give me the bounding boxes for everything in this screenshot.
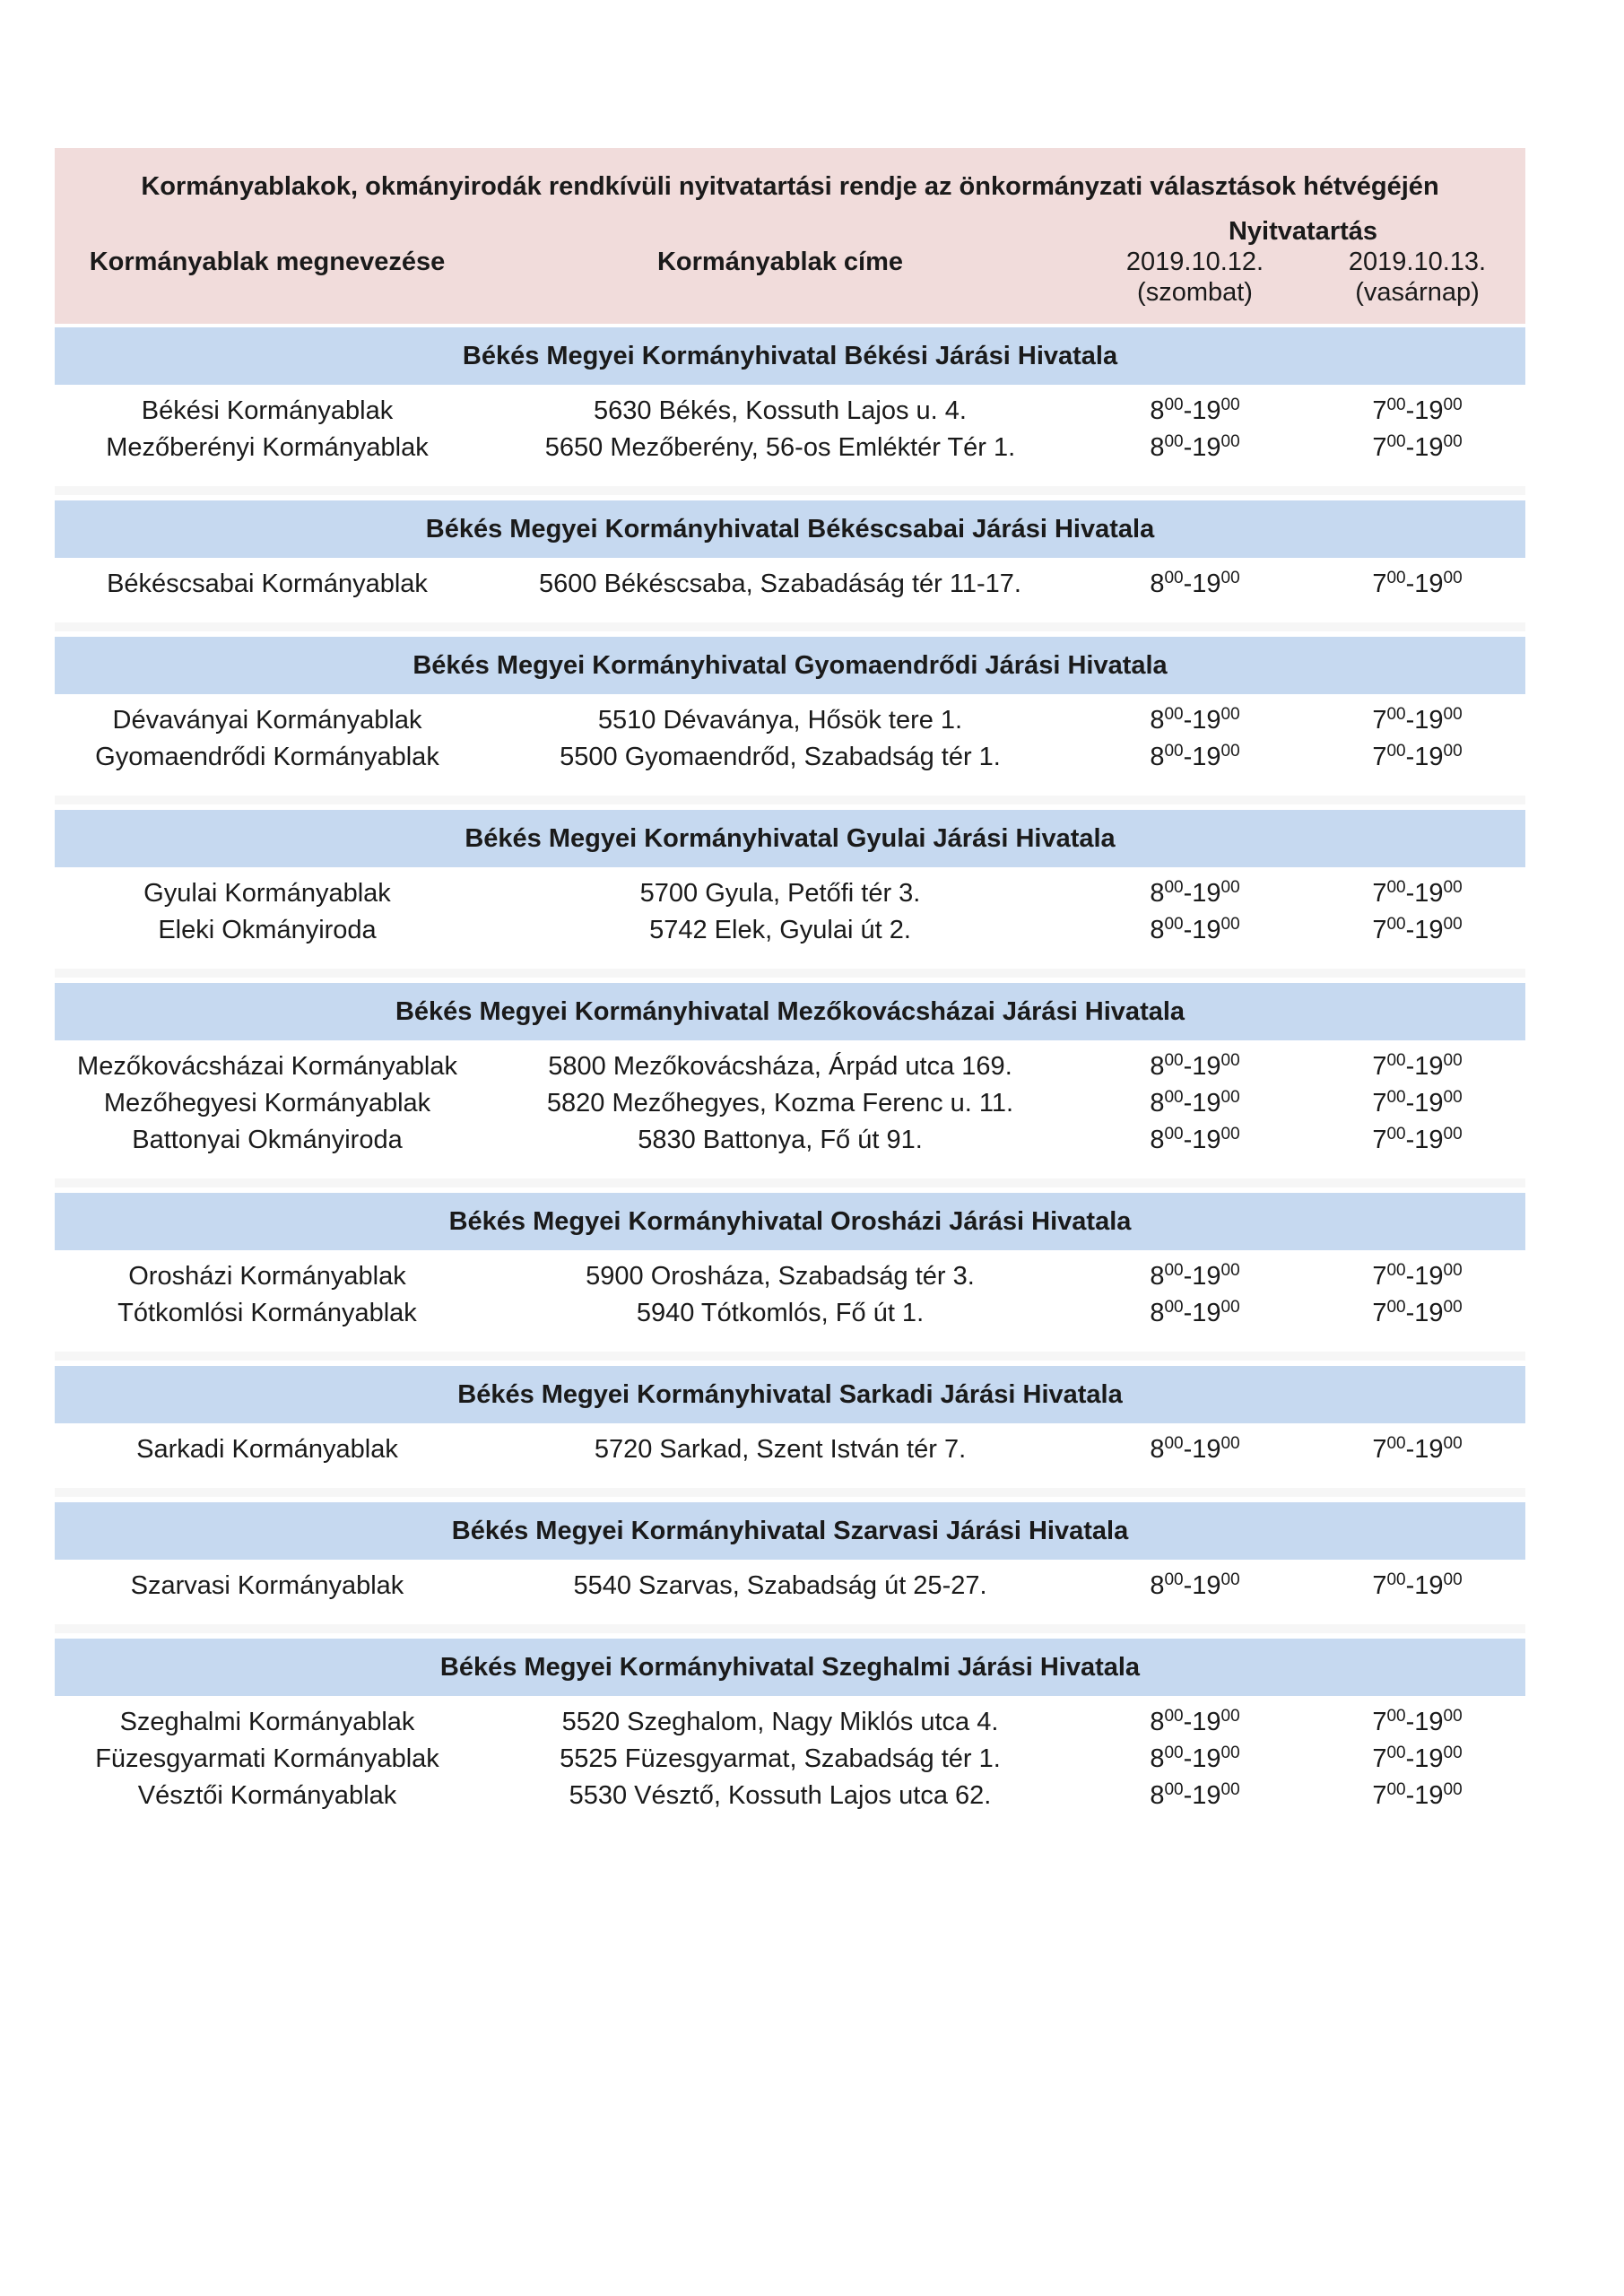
saturday-hours: $8^{00}-19^{00}$ [1150,1707,1240,1736]
district-section [55,486,1525,603]
section-rows [55,1423,1525,1468]
section-rows [55,867,1525,949]
hours-superscript: 00 [1164,1744,1184,1762]
hours-superscript: 00 [1220,396,1240,414]
office-address: 5800 Mezőkovácsháza, Árpád utca 169. [548,1052,1012,1081]
hours-superscript: 00 [1443,432,1463,451]
office-row [55,1778,1525,1814]
saturday-hours: $8^{00}-19^{00}$ [1150,1051,1240,1081]
column-header-sunday-date: 2019.10.13. [1348,248,1487,276]
section-rows [55,1040,1525,1159]
district-section [55,1178,1525,1332]
office-row [55,1431,1525,1468]
hours-superscript: 00 [1164,1125,1184,1144]
sunday-hours: $7^{00}-19^{00}$ [1372,705,1463,735]
saturday-hours: $8^{00}-19^{00}$ [1150,1298,1240,1327]
sunday-hours: $7^{00}-19^{00}$ [1372,1570,1463,1600]
hours-superscript: 00 [1386,1744,1406,1762]
hours-superscript: 00 [1220,1434,1240,1453]
office-name: Mezőberényi Kormányablak [106,433,429,462]
section-divider [55,1624,1525,1633]
district-section [55,796,1525,949]
office-row [55,739,1525,776]
hours-superscript: 00 [1443,396,1463,414]
office-row [55,1048,1525,1085]
section-divider [55,622,1525,631]
hours-superscript: 00 [1164,878,1184,897]
hours-superscript: 00 [1220,1570,1240,1589]
hours-superscript: 00 [1220,742,1240,761]
section-header: Békés Megyei Kormányhivatal Szeghalmi Járási Hivatala [55,1639,1525,1696]
section-rows [55,1250,1525,1332]
saturday-hours: $8^{00}-19^{00}$ [1150,705,1240,735]
hours-superscript: 00 [1220,1298,1240,1317]
hours-superscript: 00 [1443,1261,1463,1280]
column-headers-subrow [55,277,1525,308]
section-header: Békés Megyei Kormányhivatal Sarkadi Járási Hivatala [55,1366,1525,1423]
office-address: 5720 Sarkad, Szent István tér 7. [594,1435,967,1464]
hours-superscript: 00 [1220,432,1240,451]
hours-superscript: 00 [1386,915,1406,934]
hours-superscript: 00 [1220,1088,1240,1107]
hours-superscript: 00 [1220,1780,1240,1799]
hours-superscript: 00 [1443,1434,1463,1453]
office-address: 5900 Orosháza, Szabadság tér 3. [586,1262,975,1291]
sunday-hours: $7^{00}-19^{00}$ [1372,1088,1463,1118]
hours-superscript: 00 [1164,1261,1184,1280]
hours-superscript: 00 [1220,1261,1240,1280]
office-address: 5530 Vésztő, Kossuth Lajos utca 62. [569,1781,992,1810]
district-section [55,1624,1525,1814]
section-divider [55,486,1525,495]
office-address: 5650 Mezőberény, 56-os Emléktér Tér 1. [544,433,1016,462]
sections-container [55,327,1525,1814]
office-row [55,1295,1525,1332]
hours-superscript: 00 [1443,1298,1463,1317]
saturday-hours: $8^{00}-19^{00}$ [1150,1088,1240,1118]
opening-hours-group-header: Nyitvatartás [1228,217,1378,246]
office-name: Szeghalmi Kormányablak [119,1708,415,1736]
sunday-hours: $7^{00}-19^{00}$ [1372,432,1463,462]
hours-superscript: 00 [1443,1707,1463,1726]
section-header: Békés Megyei Kormányhivatal Mezőkovácsházai Járási Hivatala [55,983,1525,1040]
office-name: Mezőhegyesi Kormányablak [103,1089,431,1118]
saturday-hours: $8^{00}-19^{00}$ [1150,432,1240,462]
office-name: Tótkomlósi Kormányablak [117,1299,417,1327]
sunday-hours: $7^{00}-19^{00}$ [1372,1744,1463,1773]
hours-superscript: 00 [1443,1125,1463,1144]
hours-superscript: 00 [1443,915,1463,934]
office-address: 5540 Szarvas, Szabadság út 25-27. [573,1571,987,1600]
office-address: 5510 Dévaványa, Hősök tere 1. [597,706,963,735]
office-name: Gyomaendrődi Kormányablak [95,743,439,771]
office-name: Orosházi Kormányablak [128,1262,406,1291]
office-address: 5600 Békéscsaba, Szabadáság tér 11-17. [539,570,1021,598]
office-row [55,1568,1525,1605]
office-address: 5830 Battonya, Fő út 91. [638,1126,923,1154]
column-headers-row [55,247,1525,277]
table-header-block [55,148,1525,324]
sunday-hours: $7^{00}-19^{00}$ [1372,396,1463,425]
saturday-hours: $8^{00}-19^{00}$ [1150,569,1240,598]
column-header-saturday-date: 2019.10.12. [1125,248,1264,276]
section-divider [55,1352,1525,1361]
sunday-hours: $7^{00}-19^{00}$ [1372,569,1463,598]
section-divider [55,1488,1525,1497]
section-rows [55,1560,1525,1605]
section-divider [55,969,1525,978]
hours-superscript: 00 [1164,1434,1184,1453]
hours-superscript: 00 [1220,1125,1240,1144]
saturday-hours: $8^{00}-19^{00}$ [1150,1744,1240,1773]
office-name: Mezőkovácsházai Kormányablak [77,1052,457,1081]
hours-superscript: 00 [1386,1298,1406,1317]
section-header: Békés Megyei Kormányhivatal Gyulai Járási Hivatala [55,810,1525,867]
office-row [55,702,1525,739]
office-row [55,875,1525,912]
opening-hours-group-row [55,216,1525,247]
hours-superscript: 00 [1164,1707,1184,1726]
saturday-hours: $8^{00}-19^{00}$ [1150,396,1240,425]
sunday-hours: $7^{00}-19^{00}$ [1372,878,1463,908]
section-header: Békés Megyei Kormányhivatal Békéscsabai Járási Hivatala [55,500,1525,558]
hours-superscript: 00 [1386,1434,1406,1453]
district-section [55,969,1525,1159]
hours-superscript: 00 [1220,1707,1240,1726]
sunday-hours: $7^{00}-19^{00}$ [1372,1434,1463,1464]
hours-superscript: 00 [1164,396,1184,414]
section-header: Békés Megyei Kormányhivatal Szarvasi Járási Hivatala [55,1502,1525,1560]
office-name: Füzesgyarmati Kormányablak [95,1744,439,1773]
hours-superscript: 00 [1220,878,1240,897]
office-row [55,1085,1525,1122]
hours-superscript: 00 [1386,1570,1406,1589]
office-name: Szarvasi Kormányablak [130,1571,404,1600]
office-address: 5630 Békés, Kossuth Lajos u. 4. [594,396,967,425]
hours-superscript: 00 [1443,878,1463,897]
office-address: 5820 Mezőhegyes, Kozma Ferenc u. 11. [546,1089,1014,1118]
office-row [55,1741,1525,1778]
saturday-hours: $8^{00}-19^{00}$ [1150,1434,1240,1464]
office-name: Sarkadi Kormányablak [136,1435,398,1464]
hours-superscript: 00 [1164,915,1184,934]
office-address: 5700 Gyula, Petőfi tér 3. [639,879,921,908]
office-name: Battonyai Okmányiroda [132,1126,403,1154]
sunday-hours: $7^{00}-19^{00}$ [1372,1125,1463,1154]
district-section [55,327,1525,466]
hours-superscript: 00 [1164,1051,1184,1070]
sunday-hours: $7^{00}-19^{00}$ [1372,1051,1463,1081]
hours-superscript: 00 [1164,1780,1184,1799]
hours-superscript: 00 [1164,742,1184,761]
saturday-hours: $8^{00}-19^{00}$ [1150,915,1240,944]
hours-superscript: 00 [1443,1570,1463,1589]
office-row [55,1704,1525,1741]
section-header: Békés Megyei Kormányhivatal Békési Járási Hivatala [55,327,1525,385]
column-header-saturday-label: (szombat) [1137,278,1253,307]
office-name: Gyulai Kormányablak [143,879,391,908]
office-name: Dévaványai Kormányablak [112,706,422,735]
district-section [55,1488,1525,1605]
column-header-name: Kormányablak megnevezése [89,248,446,276]
office-row [55,1258,1525,1295]
hours-superscript: 00 [1443,742,1463,761]
column-header-sunday-label: (vasárnap) [1355,278,1480,307]
office-address: 5525 Füzesgyarmat, Szabadság tér 1. [560,1744,1001,1773]
section-rows [55,385,1525,466]
district-section [55,622,1525,776]
sunday-hours: $7^{00}-19^{00}$ [1372,915,1463,944]
office-name: Vésztői Kormányablak [137,1781,397,1810]
hours-superscript: 00 [1386,1051,1406,1070]
hours-superscript: 00 [1443,1088,1463,1107]
column-header-address: Kormányablak címe [656,248,903,276]
hours-superscript: 00 [1220,1051,1240,1070]
hours-superscript: 00 [1386,432,1406,451]
hours-superscript: 00 [1443,1780,1463,1799]
hours-superscript: 00 [1220,569,1240,587]
hours-superscript: 00 [1164,705,1184,724]
hours-superscript: 00 [1443,1051,1463,1070]
hours-superscript: 00 [1386,742,1406,761]
hours-superscript: 00 [1386,569,1406,587]
sunday-hours: $7^{00}-19^{00}$ [1372,1298,1463,1327]
saturday-hours: $8^{00}-19^{00}$ [1150,1261,1240,1291]
office-name: Eleki Okmányiroda [158,916,377,944]
office-address: 5742 Elek, Gyulai út 2. [649,916,911,944]
office-row [55,912,1525,949]
saturday-hours: $8^{00}-19^{00}$ [1150,742,1240,771]
hours-superscript: 00 [1220,705,1240,724]
hours-superscript: 00 [1220,1744,1240,1762]
sunday-hours: $7^{00}-19^{00}$ [1372,1261,1463,1291]
hours-superscript: 00 [1164,432,1184,451]
saturday-hours: $8^{00}-19^{00}$ [1150,1125,1240,1154]
section-header: Békés Megyei Kormányhivatal Orosházi Járási Hivatala [55,1193,1525,1250]
section-rows [55,694,1525,776]
sunday-hours: $7^{00}-19^{00}$ [1372,1780,1463,1810]
hours-superscript: 00 [1386,396,1406,414]
hours-superscript: 00 [1443,705,1463,724]
hours-superscript: 00 [1386,1261,1406,1280]
table-content [55,148,1525,1814]
hours-superscript: 00 [1164,569,1184,587]
office-address: 5940 Tótkomlós, Fő út 1. [636,1299,925,1327]
hours-superscript: 00 [1386,1780,1406,1799]
office-row [55,393,1525,430]
hours-superscript: 00 [1386,1125,1406,1144]
district-section [55,1352,1525,1468]
section-divider [55,796,1525,804]
hours-superscript: 00 [1443,1744,1463,1762]
page-title: Kormányablakok, okmányirodák rendkívüli nyitvatartási rendje az önkormányzati választások hétvégéjén [141,172,1439,201]
office-name: Békéscsabai Kormányablak [107,570,428,598]
office-row [55,430,1525,466]
section-rows [55,558,1525,603]
hours-superscript: 00 [1386,705,1406,724]
saturday-hours: $8^{00}-19^{00}$ [1150,878,1240,908]
hours-superscript: 00 [1220,915,1240,934]
office-address: 5520 Szeghalom, Nagy Miklós utca 4. [561,1708,999,1736]
hours-superscript: 00 [1164,1570,1184,1589]
hours-superscript: 00 [1386,878,1406,897]
hours-superscript: 00 [1164,1088,1184,1107]
hours-superscript: 00 [1386,1088,1406,1107]
office-row [55,566,1525,603]
section-divider [55,1178,1525,1187]
office-name: Békési Kormányablak [141,396,394,425]
hours-superscript: 00 [1386,1707,1406,1726]
office-address: 5500 Gyomaendrőd, Szabadság tér 1. [560,743,1001,771]
saturday-hours: $8^{00}-19^{00}$ [1150,1570,1240,1600]
section-header: Békés Megyei Kormányhivatal Gyomaendrődi Járási Hivatala [55,637,1525,694]
sunday-hours: $7^{00}-19^{00}$ [1372,742,1463,771]
office-row [55,1122,1525,1159]
hours-superscript: 00 [1443,569,1463,587]
hours-superscript: 00 [1164,1298,1184,1317]
section-rows [55,1696,1525,1814]
saturday-hours: $8^{00}-19^{00}$ [1150,1780,1240,1810]
sunday-hours: $7^{00}-19^{00}$ [1372,1707,1463,1736]
